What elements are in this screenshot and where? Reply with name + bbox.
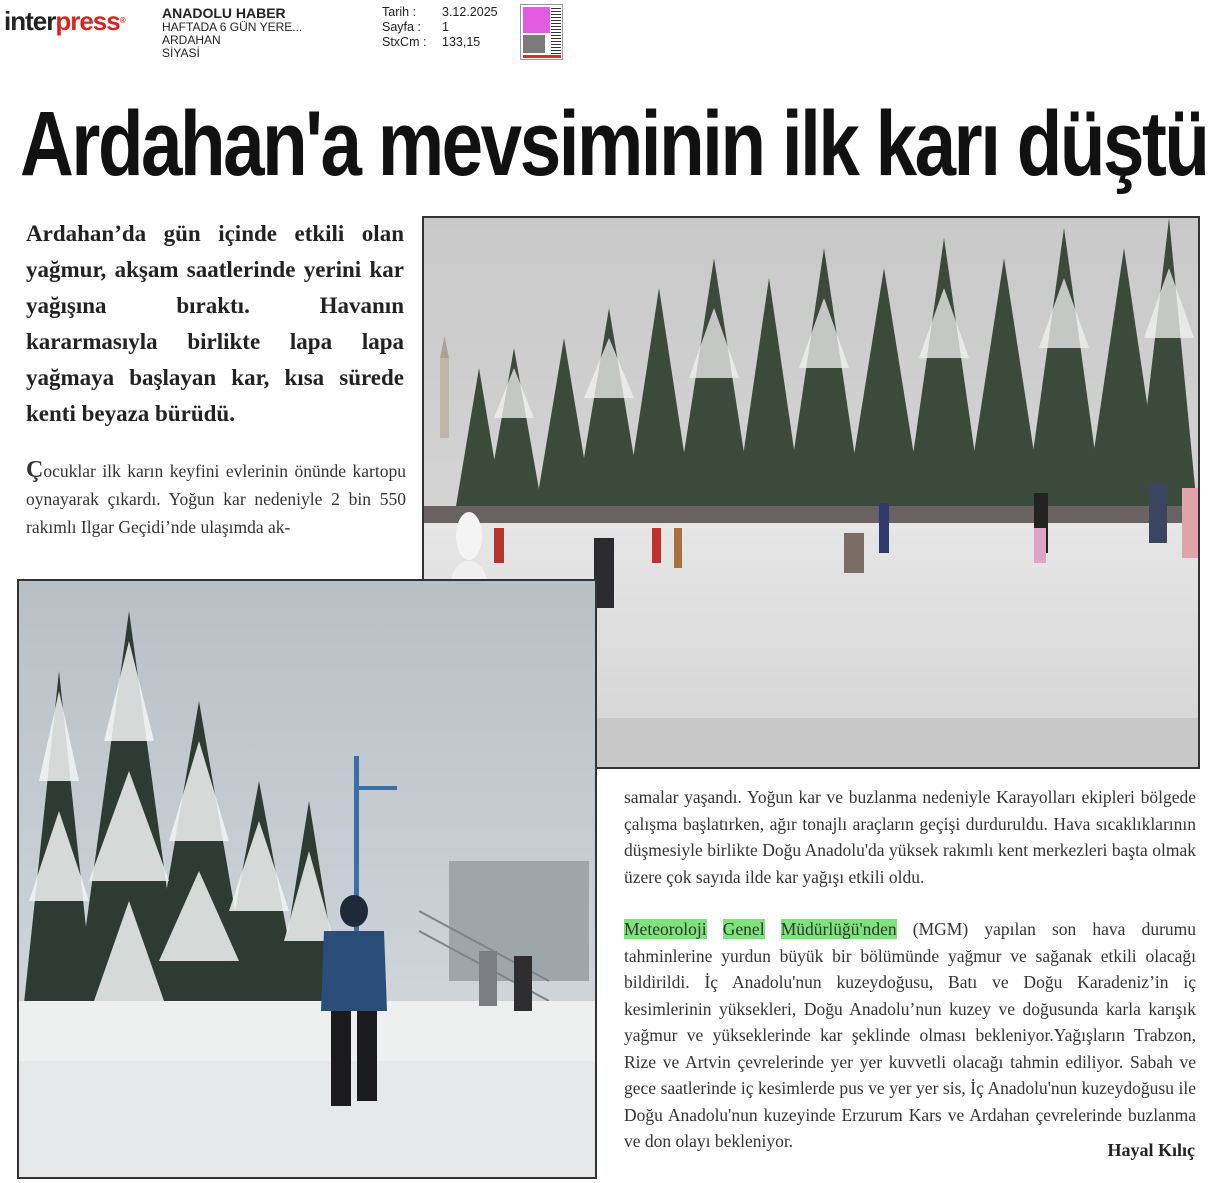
article-headline: Ardahan'a mevsiminin ilk karı düştü [20, 93, 1208, 195]
thumbnail-text-lines [551, 8, 561, 56]
highlight-meteoroloji: Meteoroloji [624, 919, 707, 939]
interpress-logo [4, 6, 125, 36]
article-body-part2 [624, 784, 1196, 1155]
body-paragraph-2-text: (MGM) yapılan son hava durumu tahminlerine yurdun büyük bir bölümünde yağmur ve sağanak etkili olacağı bildirildi. İç Anadolu'nun kuzeydoğusu, Batı ve Doğu Karadeniz’in iç kesimlerinin yüksekleri, Doğu Anadolu’nun kuzey ve doğusunda karla karışık yağmur ve yükseklerinde kar şeklinde olması bekleniyor.Yağışların Trabzon, Rize ve Artvin çevrelerinde yer yer kuvvetli olacağı tahmin ediliyor. Sabah ve gece saatlerinde iç kesimlerde pus ve yer yer sis, İç Anadolu'nun kuzeydoğusu ile Doğu Anadolu'nun kuzeyinde Erzurum Kars ve Ardahan çevrelerinde buzlanma ve don olayı bekleniyor. [624, 919, 1197, 1151]
size-label: StxCm : [382, 35, 427, 49]
photo-man-walking-snow [17, 579, 597, 1179]
logo-text-main: inter [4, 6, 56, 36]
article-body-part1 [26, 456, 406, 541]
source-frequency: HAFTADA 6 GÜN YERE... [162, 20, 303, 34]
source-category: SİYASİ [162, 46, 200, 60]
highlight-mudurlugu: Müdürlüğü'nden [780, 919, 897, 939]
body-paragraph-2 [624, 916, 1196, 1155]
body-part1-text: ocuklar ilk karın keyfini evlerinin önünde kartopu oynayarak çıkardı. Yoğun kar nedeniyle 2 bin 550 rakımlı Ilgar Geçidi’nde ulaşımda ak- [26, 461, 406, 537]
logo-text-accent: press [55, 6, 120, 36]
page-row [382, 20, 498, 35]
logo-registered-mark: ® [119, 16, 125, 25]
clipping-meta [382, 5, 498, 50]
page-label: Sayfa : [382, 20, 421, 34]
date-row [382, 5, 498, 20]
source-name: ANADOLU HABER [162, 5, 286, 21]
thumbnail-highlight-block [523, 7, 550, 33]
source-city: ARDAHAN [162, 33, 221, 47]
thumbnail-footer-bar [523, 55, 561, 58]
highlight-genel: Genel [722, 919, 765, 939]
thumbnail-photo-block [523, 35, 545, 53]
article-lead: Ardahan’da gün içinde etkili olan yağmur, akşam saatlerinde yerini kar yağışına bıraktı. Havanın kararmasıyla birlikte lapa lapa yağmaya başlayan kar, kısa sürede kenti beyaza bürüdü. [26, 221, 404, 426]
size-row [382, 35, 498, 50]
body-paragraph-1: samalar yaşandı. Yoğun kar ve buzlanma nedeniyle Karayolları ekipleri bölgede çalışma başlatırken, ağır tonajlı araçların geçişi durduruldu. Hava sıcaklıklarının düşmesiyle birlikte Doğu Anadolu'da yüksek rakımlı kent merkezleri başta olmak üzere çok sayıda ilde kar yağışı etkili oldu. [624, 787, 1196, 887]
paragraph-gap [624, 890, 1196, 916]
page-thumbnail[interactable] [520, 4, 563, 60]
drop-cap: Ç [26, 457, 44, 483]
date-label: Tarih : [382, 5, 417, 19]
date-value: 3.12.2025 [442, 5, 498, 19]
author-byline: Hayal Kılıç [1107, 1140, 1195, 1160]
page-value: 1 [442, 20, 449, 34]
size-value: 133,15 [442, 35, 481, 49]
source-info [162, 6, 302, 60]
